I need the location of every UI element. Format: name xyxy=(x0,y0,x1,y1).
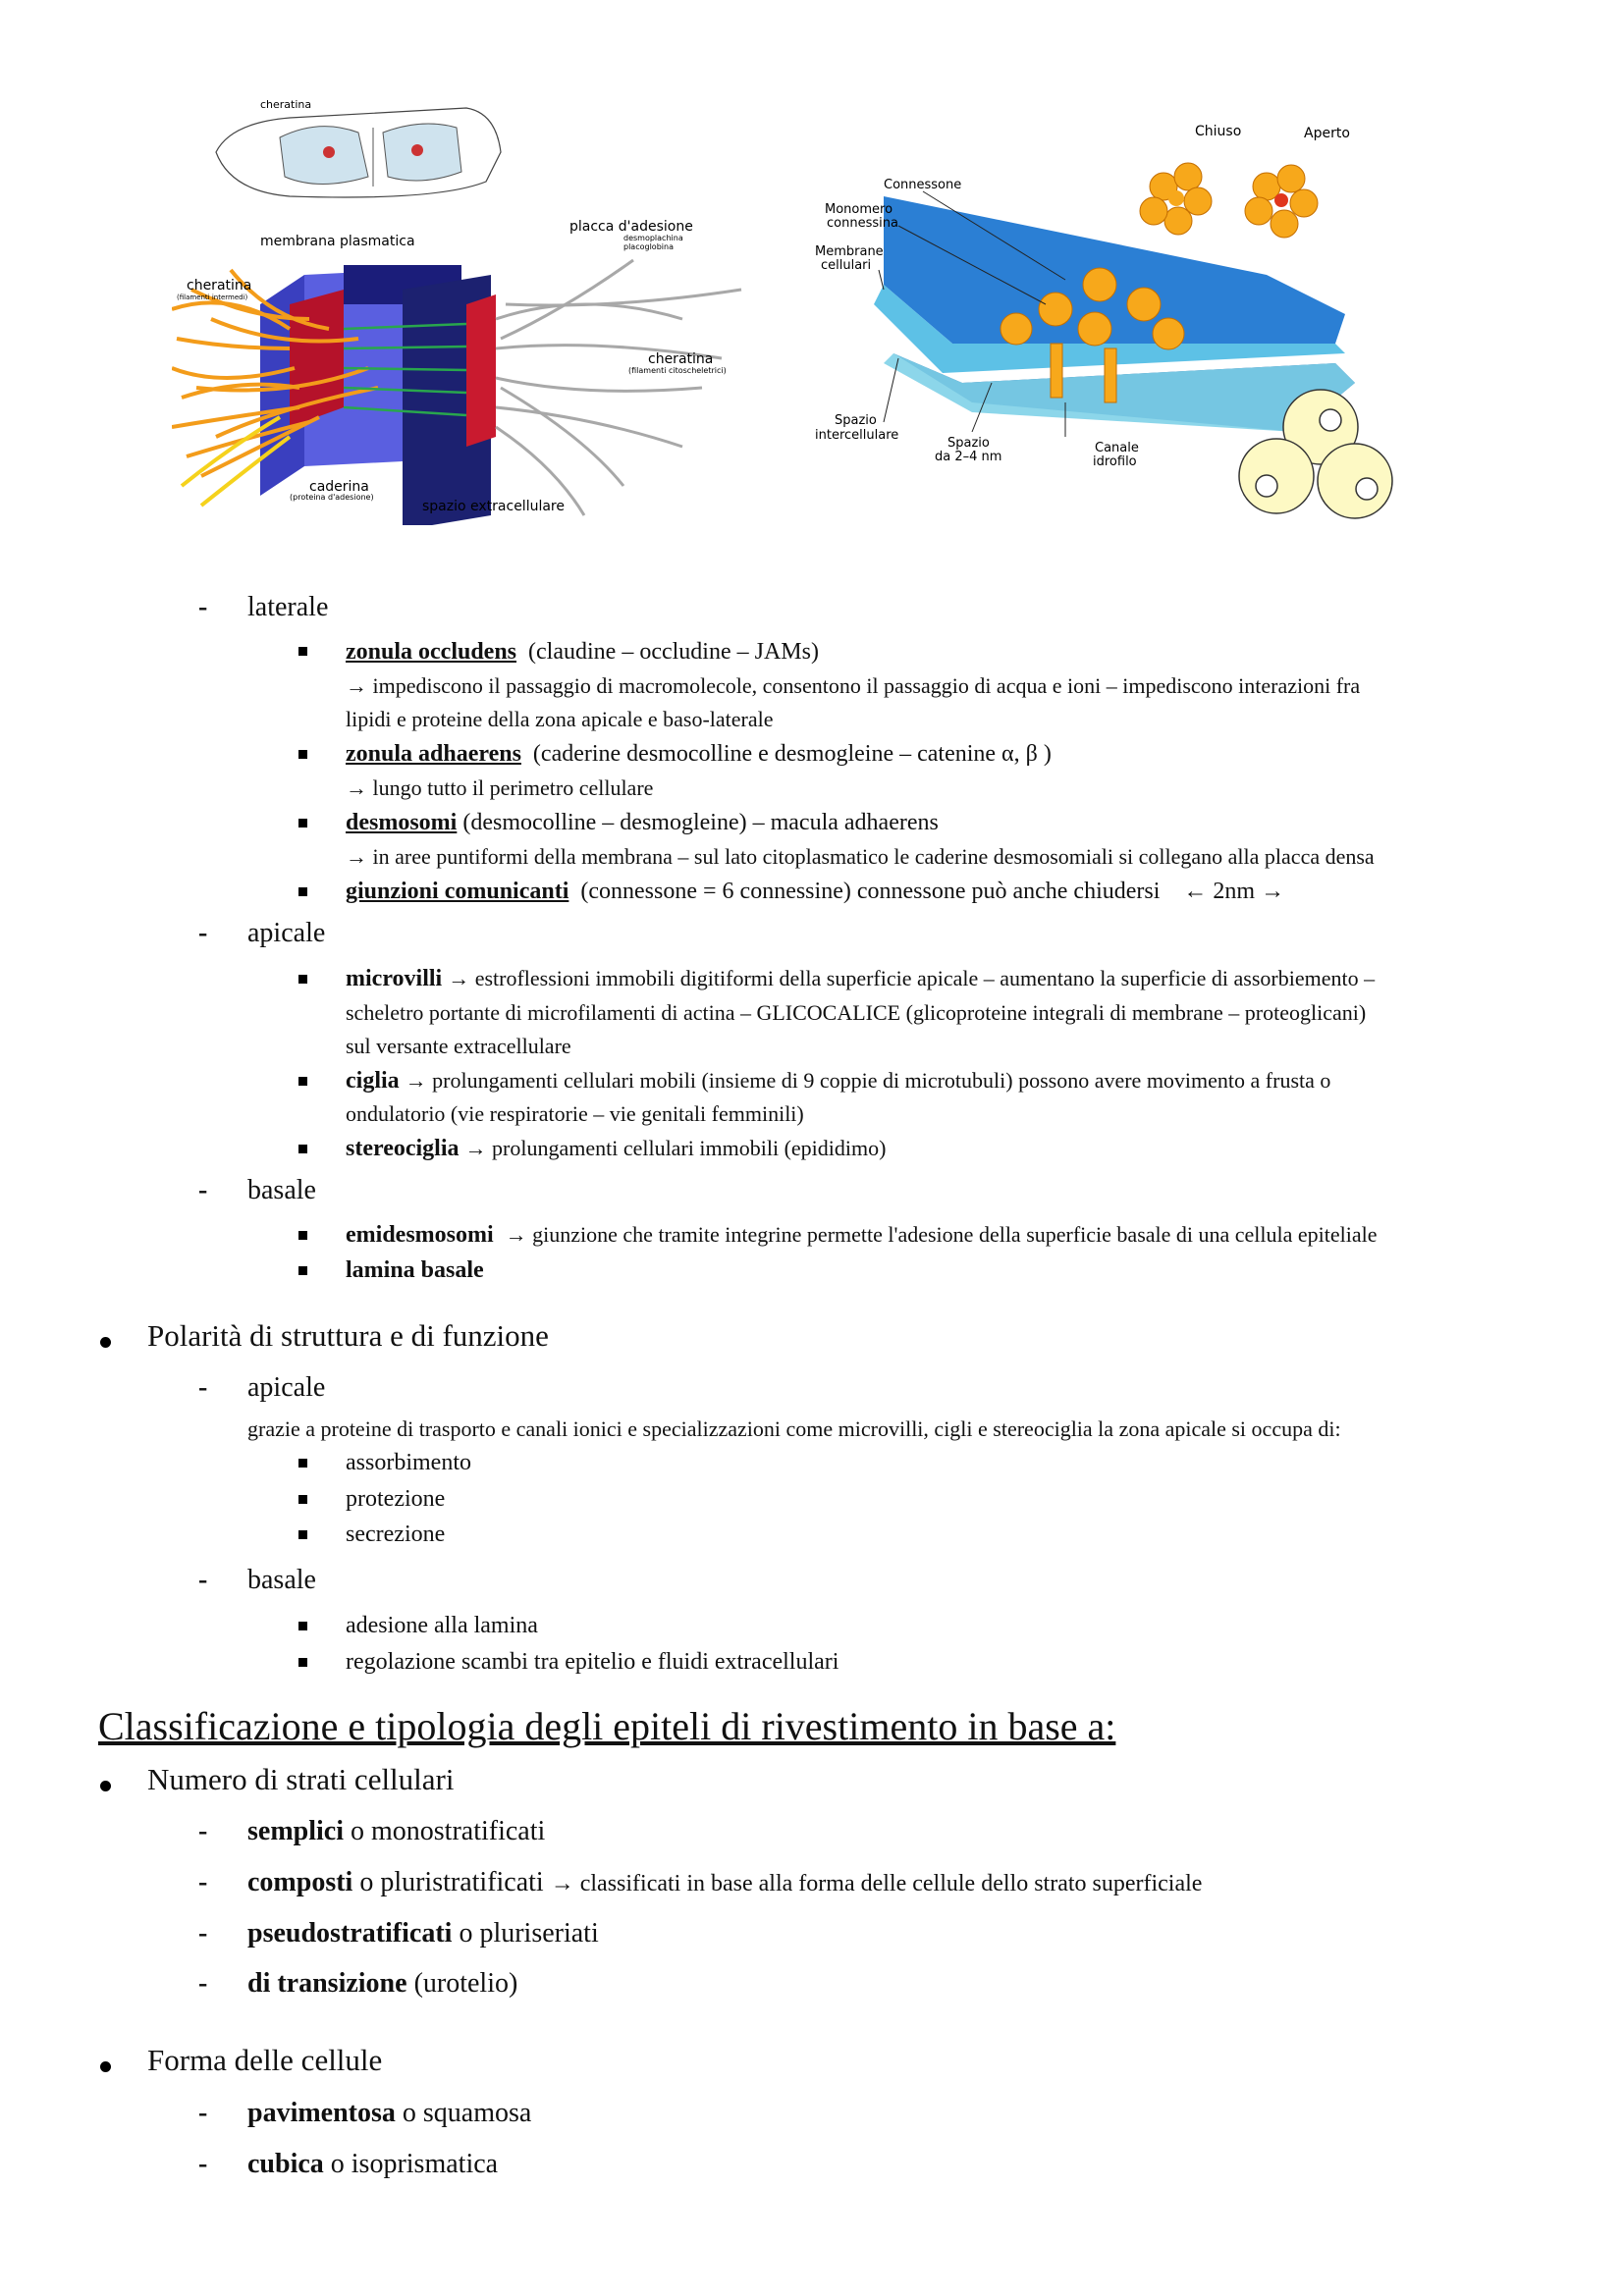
label-aperto: Aperto xyxy=(1304,126,1350,141)
forma-title: Forma delle cellule xyxy=(147,2043,383,2077)
microvilli-line1: → estroflessioni immobili digitiformi della superficie apicale – aumentano la superficie di assorbiemento – xyxy=(448,966,1376,990)
strati-item xyxy=(247,1968,517,2000)
cell-sketch xyxy=(216,108,501,197)
label-desmoplachina: desmoplachina xyxy=(623,234,683,242)
dash-bullet: - xyxy=(198,1816,208,1846)
strati-item-rest: (urotelio) xyxy=(406,1968,518,1999)
strati-item-rest: o pluristratificati xyxy=(352,1867,551,1897)
square-bullet xyxy=(298,975,307,984)
basale-title: basale xyxy=(247,1175,316,1205)
label-2-4nm: da 2–4 nm xyxy=(935,450,1002,464)
strati-item-bold: semplici xyxy=(247,1816,344,1846)
ciglia-line1: → prolungamenti cellulari mobili (insieme di 9 coppie di microtubuli) possono avere movimento a frusta o xyxy=(405,1068,1331,1093)
zonula-adhaerens-term: zonula adhaerens xyxy=(346,741,521,767)
square-bullet xyxy=(298,1077,307,1086)
polarita-apicale-item: assorbimento xyxy=(346,1450,471,1475)
apicale-title: apicale xyxy=(247,918,326,948)
label-cheratina-left: cheratina xyxy=(187,278,252,294)
microvilli-term: microvilli xyxy=(346,966,443,991)
laterale-title: laterale xyxy=(247,592,329,622)
polarita-title: Polarità di struttura e di funzione xyxy=(147,1318,549,1353)
strati-item-bold: di transizione xyxy=(247,1968,407,1999)
label-spazio-extracellulare: spazio extracellulare xyxy=(422,499,565,514)
label-cheratina-right-sub: (filamenti citoscheletrici) xyxy=(628,366,727,375)
label-cheratina-right: cheratina xyxy=(648,351,714,367)
microvilli-line2: scheletro portante di microfilamenti di actina – GLICOCALICE (glicoproteine integrali di membrane – proteoglicani) xyxy=(346,1000,1367,1025)
label-caderina-sub: (proteina d'adesione) xyxy=(290,493,374,502)
ciglia-line2: ondulatorio (vie respiratorie – vie genitali femminili) xyxy=(346,1101,804,1126)
label-connessone: Connessone xyxy=(884,178,962,192)
stereociglia-line1: → prolungamenti cellulari immobili (epididimo) xyxy=(464,1136,887,1160)
giunzioni-item xyxy=(346,875,1573,908)
square-bullet xyxy=(298,1622,307,1630)
label-cheratina-left-sub: (filamenti intermedi) xyxy=(177,294,248,301)
emidesmosomi-term: emidesmosomi xyxy=(346,1222,494,1248)
dash-bullet: - xyxy=(198,1372,208,1403)
desmosomi-line2: → in aree puntiformi della membrana – sul lato citoplasmatico le caderine desmosomiali si collegano alla placca densa xyxy=(346,844,1375,869)
zonula-occludens-term: zonula occludens xyxy=(346,639,517,665)
forma-item-bold: cubica xyxy=(247,2149,324,2179)
zonula-occludens-item xyxy=(346,635,1543,668)
ciglia-item xyxy=(346,1064,1573,1097)
dash-bullet: - xyxy=(198,1918,208,1949)
zonula-occludens-rest: (claudine – occludine – JAMs) xyxy=(528,639,819,665)
square-bullet xyxy=(298,1266,307,1275)
polarita-apicale-item: protezione xyxy=(346,1486,446,1512)
zonula-adhaerens-line2: → lungo tutto il perimetro cellulare xyxy=(346,775,654,800)
connexon-closed xyxy=(1140,163,1212,235)
label-caderina: caderina xyxy=(309,479,369,495)
dash-bullet: - xyxy=(198,1175,208,1205)
polarita-apicale-item: secrezione xyxy=(346,1522,446,1547)
square-bullet xyxy=(298,1231,307,1240)
polarita-basale-title: basale xyxy=(247,1565,316,1595)
lamina-term: lamina basale xyxy=(346,1257,484,1283)
strati-item-note: → classificati in base alla forma delle cellule dello strato superficiale xyxy=(550,1871,1203,1896)
polarita-basale-item: adesione alla lamina xyxy=(346,1613,538,1638)
desmosomi-item xyxy=(346,806,1543,839)
forma-item xyxy=(247,2098,531,2129)
label-chiuso: Chiuso xyxy=(1195,124,1242,139)
strati-item-rest: o monostratificati xyxy=(344,1816,546,1846)
label-intercellulare: intercellulare xyxy=(815,428,899,443)
label-placca-adesione: placca d'adesione xyxy=(569,219,693,235)
square-bullet xyxy=(298,1530,307,1539)
zonula-adhaerens-item xyxy=(346,737,1543,771)
connexon-open xyxy=(1245,165,1318,238)
label-spazio-int: Spazio xyxy=(835,413,877,428)
square-bullet xyxy=(298,647,307,656)
strati-item xyxy=(247,1816,545,1847)
zonula-occludens-line2: → impediscono il passaggio di macromolecole, consentono il passaggio di acqua e ioni – impediscono interazioni fra xyxy=(346,673,1361,698)
dash-bullet: - xyxy=(198,2098,208,2128)
label-cellulari: cellulari xyxy=(821,258,872,273)
square-bullet xyxy=(298,1658,307,1667)
square-bullet xyxy=(298,1459,307,1468)
lamina-item xyxy=(346,1254,484,1287)
forma-item-bold: pavimentosa xyxy=(247,2098,396,2128)
strati-item-bold: composti xyxy=(247,1867,353,1897)
giunzioni-term: giunzioni comunicanti xyxy=(346,879,569,904)
emidesmosomi-line1: → giunzione che tramite integrine permette l'adesione della superficie basale di una cellula epiteliale xyxy=(505,1222,1378,1247)
keratin-filaments-right xyxy=(496,260,741,515)
square-bullet xyxy=(298,750,307,759)
label-connessina: connessina xyxy=(827,216,898,231)
square-bullet xyxy=(298,1495,307,1504)
stereociglia-term: stereociglia xyxy=(346,1136,460,1161)
round-bullet xyxy=(100,1337,111,1348)
square-bullet xyxy=(298,819,307,828)
microvilli-item xyxy=(346,962,1543,995)
desmosomi-rest: (desmocolline – desmogleine) – macula adhaerens xyxy=(462,810,939,835)
gap-junction-figure xyxy=(805,108,1414,520)
forma-item xyxy=(247,2149,498,2180)
forma-item-rest: o isoprismatica xyxy=(323,2149,499,2179)
square-bullet xyxy=(298,1145,307,1153)
desmosome-figure xyxy=(172,93,790,525)
microvilli-line3: sul versante extracellulare xyxy=(346,1034,571,1058)
polarita-basale-item: regolazione scambi tra epitelio e fluidi extracellulari xyxy=(346,1649,839,1675)
zonula-occludens-line3: lipidi e proteine della zona apicale e baso-laterale xyxy=(346,707,774,731)
forma-item-rest: o squamosa xyxy=(395,2098,532,2128)
ciglia-term: ciglia xyxy=(346,1068,400,1094)
giunzioni-measure: ← 2nm → xyxy=(1183,879,1285,904)
classificazione-heading: Classificazione e tipologia degli epiteli di rivestimento in base a: xyxy=(98,1704,1116,1748)
label-placoglobina: placoglobina xyxy=(623,242,674,251)
desmosomi-term: desmosomi xyxy=(346,810,458,835)
dash-bullet: - xyxy=(198,1867,208,1897)
zonula-adhaerens-rest: (caderine desmocolline e desmogleine – catenine α, β ) xyxy=(532,741,1052,767)
label-membrane: Membrane xyxy=(815,244,884,259)
label-monomero: Monomero xyxy=(825,202,893,217)
label-canale: Canale xyxy=(1095,441,1139,455)
round-bullet xyxy=(100,2061,111,2072)
polarita-apicale-title: apicale xyxy=(247,1372,326,1403)
dash-bullet: - xyxy=(198,1968,208,1999)
stereociglia-item xyxy=(346,1132,1543,1165)
dash-bullet: - xyxy=(198,1565,208,1595)
emidesmosomi-item xyxy=(346,1218,1573,1252)
label-idrofilo: idrofilo xyxy=(1093,454,1137,469)
dash-bullet: - xyxy=(198,592,208,622)
strati-item xyxy=(247,1918,599,1949)
strati-item-bold: pseudostratificati xyxy=(247,1918,453,1949)
polarita-apicale-desc: grazie a proteine di trasporto e canali ionici e specializzazioni come microvilli, cigli e stereociglia la zona apicale si occupa di: xyxy=(247,1416,1341,1441)
round-bullet xyxy=(100,1781,111,1791)
square-bullet xyxy=(298,887,307,896)
strati-title: Numero di strati cellulari xyxy=(147,1762,455,1796)
strati-item-rest: o pluriseriati xyxy=(452,1918,599,1949)
label-cheratina-top: cheratina xyxy=(260,98,312,111)
dash-bullet: - xyxy=(198,918,208,948)
label-spazio-da: Spazio xyxy=(947,436,990,451)
label-membrana-plasmatica: membrana plasmatica xyxy=(260,234,415,249)
dash-bullet: - xyxy=(198,2149,208,2179)
giunzioni-rest: (connessone = 6 connessine) connessone può anche chiudersi xyxy=(580,879,1161,904)
strati-item xyxy=(247,1867,1524,1898)
